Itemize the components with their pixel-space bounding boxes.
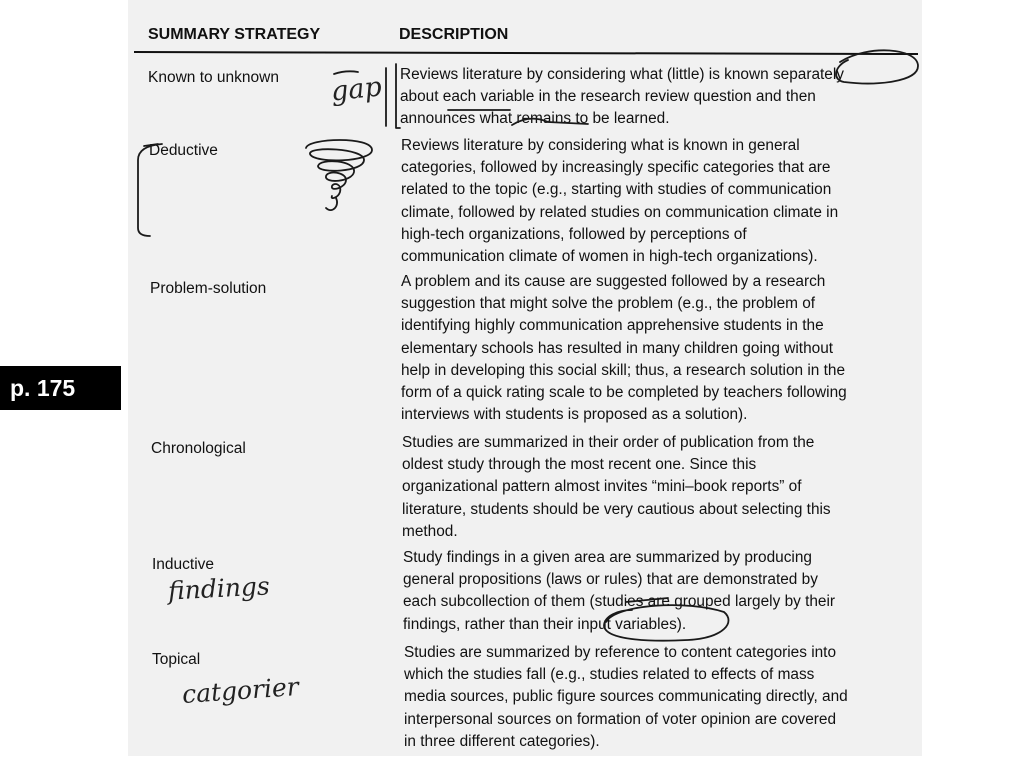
description-line: organizational pattern almost invites “mini–book reports” of	[402, 478, 802, 496]
description-line: elementary schools has resulted in many children going without	[401, 339, 834, 357]
description-line: form of a quick rating scale to be completed by teachers following	[401, 384, 847, 402]
description-line: Reviews literature by considering what (little) is known separately	[400, 66, 844, 83]
description-line: interpersonal sources on formation of voter opinion are covered	[404, 710, 837, 728]
description-line: Study findings in a given area are summarized by producing	[403, 549, 812, 566]
description-topical	[404, 642, 848, 753]
description-line: method.	[402, 522, 458, 540]
strategy-topical: Topical	[152, 651, 201, 668]
description-deductive	[401, 135, 838, 268]
handwritten-note-findings: findings	[167, 571, 271, 606]
description-line: related to the topic (e.g., starting with studies of communication	[401, 181, 832, 199]
description-line: in three different categories).	[404, 732, 600, 750]
header-rule	[134, 51, 918, 55]
description-line: general propositions (laws or rules) that are demonstrated by	[403, 571, 818, 589]
description-line: which the studies fall (e.g., studies related to effects of mass	[404, 666, 815, 684]
page-number-badge: p. 175	[0, 366, 121, 410]
description-line: categories, followed by increasingly specific categories that are	[401, 159, 831, 177]
strategy-chronological: Chronological	[151, 440, 246, 457]
circle-separately-mark	[836, 50, 918, 83]
description-line: A problem and its cause are suggested followed by a research	[401, 273, 826, 290]
description-line: communication climate of women in high-tech organizations).	[401, 248, 818, 266]
description-line: interviews with students is proposed as a solution).	[401, 406, 748, 424]
handwritten-note-gap: gap	[329, 71, 384, 108]
description-line: suggestion that might solve the problem (e.g., the problem of	[401, 295, 816, 313]
header-summary-strategy: SUMMARY STRATEGY	[148, 26, 321, 43]
description-line: Reviews literature by considering what is known in general	[401, 137, 800, 154]
strategy-inductive: Inductive	[152, 556, 215, 573]
description-chronological	[402, 432, 831, 543]
description-line: media sources, public figure sources communicating directly, and	[404, 688, 848, 706]
description-line: announces what remains to be learned.	[400, 110, 670, 128]
description-line: Studies are summarized by reference to content categories into	[404, 644, 837, 661]
scanned-page	[128, 0, 922, 756]
description-line: high-tech organizations, followed by perceptions of	[401, 225, 747, 243]
header-description: DESCRIPTION	[399, 26, 509, 43]
description-line: identifying highly communication apprehensive students in the	[401, 317, 824, 335]
description-line: oldest study through the most recent one. Since this	[402, 456, 757, 474]
description-line: help in developing this social skill; thus, a research solution in the	[401, 361, 846, 379]
description-line: each subcollection of them (studies are grouped largely by their	[403, 593, 836, 611]
strategy-deductive: Deductive	[149, 142, 218, 159]
description-known-to-unknown	[400, 64, 844, 131]
description-line: findings, rather than their input variables).	[403, 615, 687, 633]
description-inductive	[403, 547, 835, 636]
description-line: literature, students should be very cautious about selecting this	[402, 500, 831, 518]
strategy-problem-solution: Problem-solution	[150, 280, 267, 297]
spiral-mark	[306, 140, 372, 198]
handwritten-note-categories: catgorier	[181, 671, 300, 710]
description-line: climate, followed by related studies on communication climate in	[401, 203, 839, 221]
description-problem-solution	[401, 271, 847, 426]
description-line: about each variable in the research review question and then	[400, 88, 816, 106]
description-line: Studies are summarized in their order of publication from the	[402, 434, 815, 451]
spiral-tail-mark	[326, 198, 337, 210]
strategy-known-to-unknown: Known to unknown	[148, 69, 279, 86]
